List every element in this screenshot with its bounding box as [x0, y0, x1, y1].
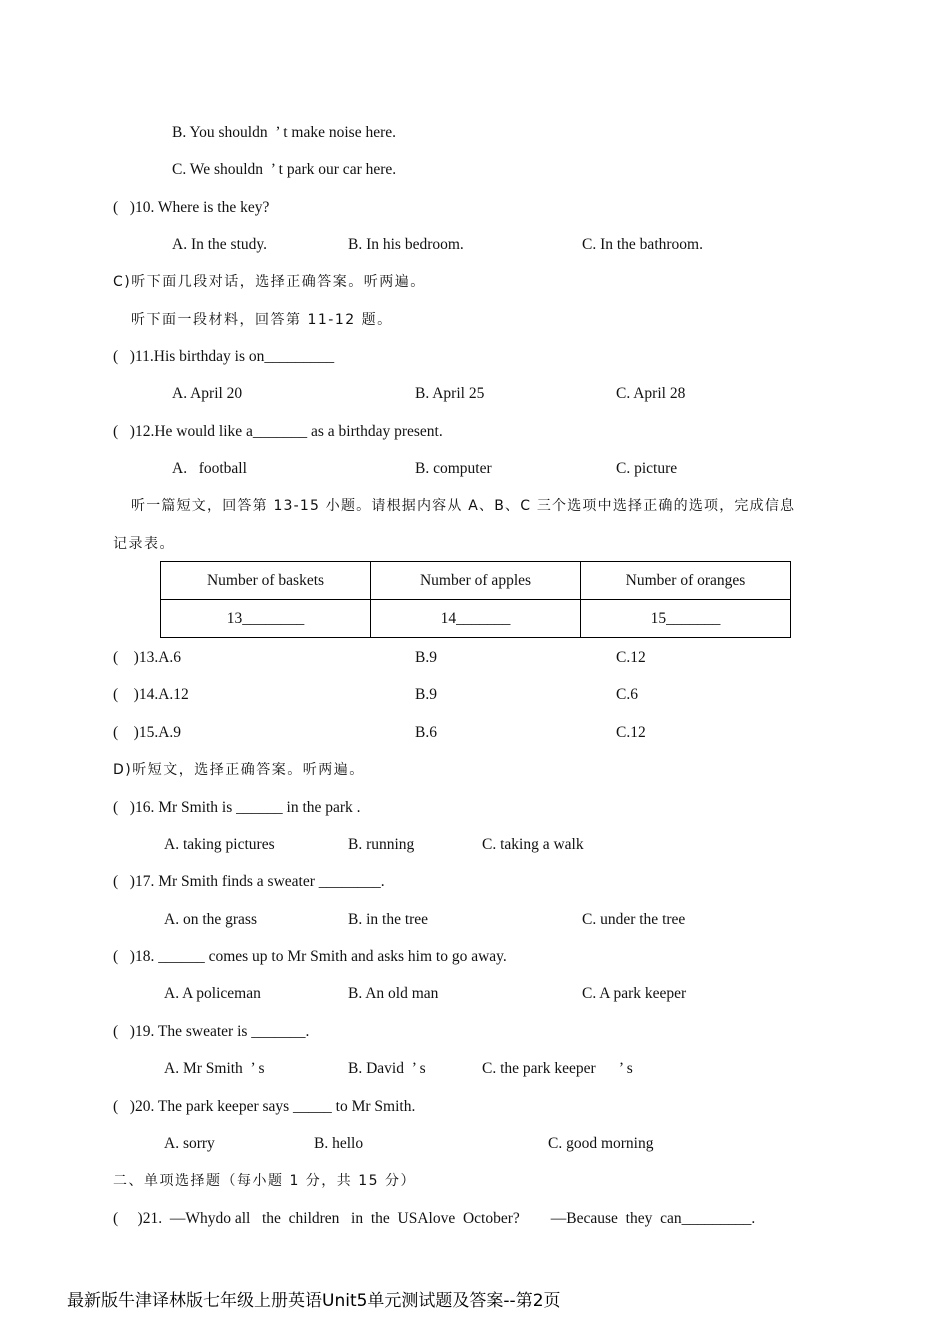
- q19-option-c: C. the park keeper ’ s: [482, 1060, 633, 1077]
- question-11: ( )11.His birthday is on_________: [113, 348, 335, 365]
- q9-option-c: C. We shouldn ’ t park our car here.: [172, 161, 397, 178]
- q18-option-c: C. A park keeper: [582, 985, 687, 1002]
- q15-option-b: B.6: [415, 724, 437, 741]
- question-14: ( )14.A.12: [113, 686, 189, 703]
- section-2-heading: 二、单项选择题（每小题 1 分，共 15 分）: [113, 1173, 417, 1189]
- q20-option-b: B. hello: [314, 1135, 364, 1152]
- question-15: ( )15.A.9: [113, 724, 182, 741]
- q11-option-c: C. April 28: [616, 385, 686, 402]
- cell-oranges: 15_______: [581, 600, 791, 638]
- q10-option-a: A. In the study.: [172, 236, 267, 253]
- q20-option-c: C. good morning: [548, 1135, 654, 1152]
- q17-option-b: B. in the tree: [348, 911, 429, 928]
- question-13: ( )13.A.6: [113, 649, 182, 666]
- q10-option-b: B. In his bedroom.: [348, 236, 464, 253]
- q11-option-a: A. April 20: [172, 385, 243, 402]
- q17-option-c: C. under the tree: [582, 911, 686, 928]
- q17-option-a: A. on the grass: [164, 911, 257, 928]
- record-table-header-row: [161, 562, 791, 600]
- cell-baskets: 13________: [161, 600, 371, 638]
- q12-option-a: A. football: [172, 460, 247, 477]
- q11-option-b: B. April 25: [415, 385, 485, 402]
- q13-option-b: B.9: [415, 649, 437, 666]
- question-10: ( )10. Where is the key?: [113, 199, 270, 216]
- header-oranges: Number of oranges: [581, 562, 791, 600]
- question-20: ( )20. The park keeper says _____ to Mr Smith.: [113, 1098, 416, 1115]
- header-apples: Number of apples: [371, 562, 581, 600]
- cell-apples: 14_______: [371, 600, 581, 638]
- section-d-heading: D)听短文，选择正确答案。听两遍。: [113, 762, 365, 778]
- q12-option-b: B. computer: [415, 460, 492, 477]
- question-18: ( )18. ______ comes up to Mr Smith and asks him to go away.: [113, 948, 507, 965]
- page-footer: 最新版牛津译林版七年级上册英语Unit5单元测试题及答案--第2页: [67, 1291, 561, 1311]
- q9-option-b: B. You shouldn ’ t make noise here.: [172, 124, 397, 141]
- section-c-subheading: 听下面一段材料，回答第 11-12 题。: [131, 312, 393, 328]
- q18-option-a: A. A policeman: [164, 985, 261, 1002]
- q13-option-c: C.12: [616, 649, 646, 666]
- record-table: [160, 561, 791, 638]
- q14-option-c: C.6: [616, 686, 638, 703]
- question-19: ( )19. The sweater is _______.: [113, 1023, 310, 1040]
- section-c-heading: C)听下面几段对话，选择正确答案。听两遍。: [113, 274, 426, 290]
- q16-option-c: C. taking a walk: [482, 836, 584, 853]
- q15-option-c: C.12: [616, 724, 646, 741]
- header-baskets: Number of baskets: [161, 562, 371, 600]
- q14-option-b: B.9: [415, 686, 437, 703]
- q16-option-a: A. taking pictures: [164, 836, 275, 853]
- record-table-answer-row: [161, 600, 791, 638]
- q12-option-c: C. picture: [616, 460, 678, 477]
- question-12: ( )12.He would like a_______ as a birthday present.: [113, 423, 443, 440]
- q20-option-a: A. sorry: [164, 1135, 215, 1152]
- question-16: ( )16. Mr Smith is ______ in the park .: [113, 799, 361, 816]
- q19-option-a: A. Mr Smith ’ s: [164, 1060, 265, 1077]
- question-17: ( )17. Mr Smith finds a sweater ________.: [113, 873, 385, 890]
- q18-option-b: B. An old man: [348, 985, 439, 1002]
- q10-option-c: C. In the bathroom.: [582, 236, 703, 253]
- question-21: ( )21. —Whydo all the children in the USAlove October? —Because they can_________.: [113, 1210, 756, 1227]
- q16-option-b: B. running: [348, 836, 415, 853]
- q13-15-intro-line2: 记录表。: [113, 536, 175, 552]
- q13-15-intro-line1: 听一篇短文，回答第 13-15 小题。请根据内容从 A、B、C 三个选项中选择正确的选项，完成信息: [131, 498, 796, 514]
- q19-option-b: B. David ’ s: [348, 1060, 426, 1077]
